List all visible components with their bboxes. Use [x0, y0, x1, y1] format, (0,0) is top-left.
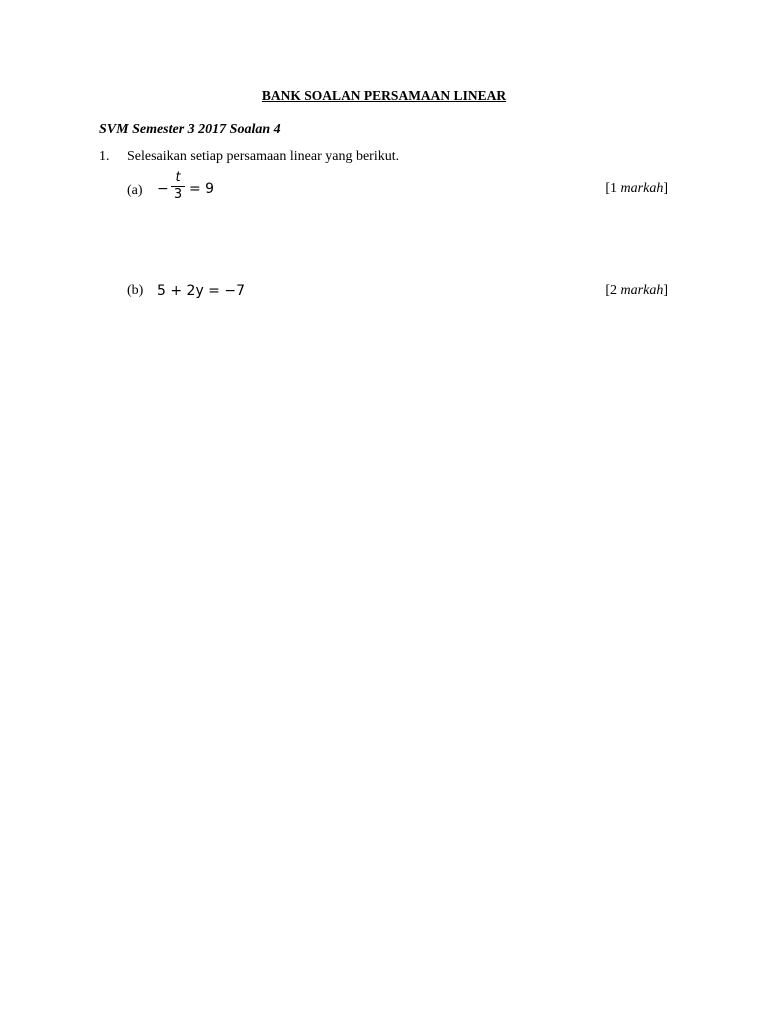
marks-open: [1	[605, 181, 621, 196]
part-b-equation: 5 + 2y = −7	[157, 283, 245, 299]
marks-close: ]	[663, 283, 668, 298]
question-number: 1.	[99, 149, 110, 164]
marks-word: markah	[620, 181, 664, 196]
part-a-minus-sign: −	[157, 181, 169, 197]
part-a-marks	[605, 181, 668, 197]
document-title: BANK SOALAN PERSAMAAN LINEAR	[261, 88, 507, 103]
marks-close: ]	[663, 181, 668, 196]
question-text: Selesaikan setiap persamaan linear yang berikut.	[127, 149, 400, 164]
part-a-fraction	[171, 171, 185, 202]
marks-open: [2	[605, 283, 621, 298]
part-b-marks	[605, 283, 668, 299]
part-a-numerator: t	[175, 170, 181, 185]
part-a-rhs: = 9	[189, 181, 215, 197]
marks-word: markah	[620, 283, 664, 298]
part-a-label: (a)	[127, 183, 143, 198]
part-a-denominator: 3	[173, 187, 183, 202]
part-b-label: (b)	[127, 283, 144, 298]
section-heading: SVM Semester 3 2017 Soalan 4	[99, 122, 281, 137]
